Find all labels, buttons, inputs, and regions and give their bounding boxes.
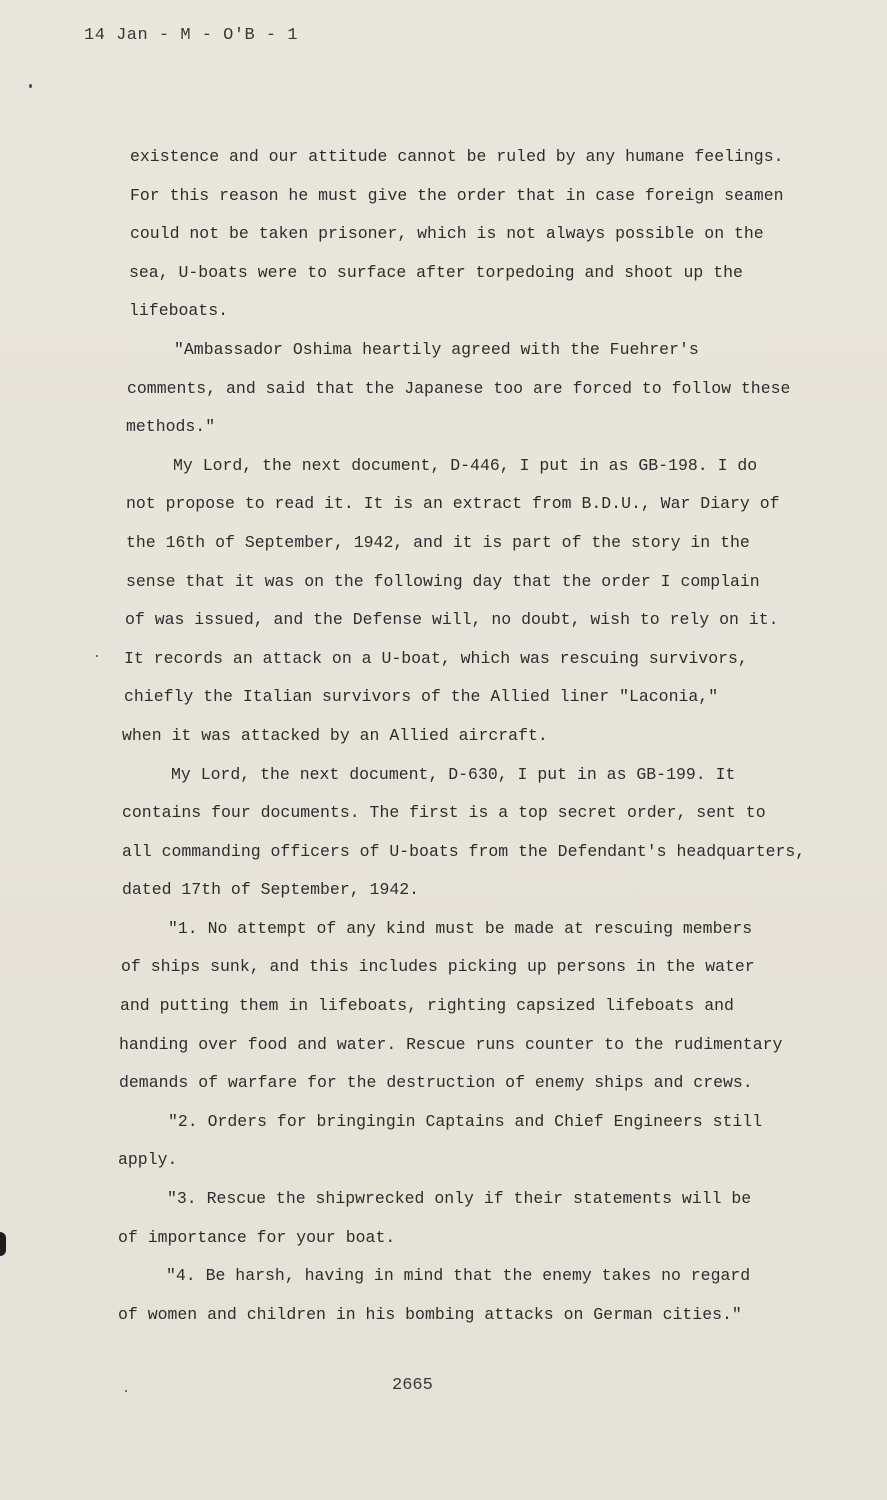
text-line: "3. Rescue the shipwrecked only if their statements will be [167, 1189, 752, 1209]
text-line: dated 17th of September, 1942. [122, 880, 420, 900]
text-line: of importance for your boat. [118, 1227, 396, 1247]
text-line: "Ambassador Oshima heartily agreed with the Fuehrer's [174, 339, 699, 359]
text-line: For this reason he must give the order that in case foreign seamen [130, 185, 784, 205]
text-line: and putting them in lifeboats, righting capsized lifeboats and [120, 996, 734, 1016]
text-line: chiefly the Italian survivors of the Allied liner "Laconia," [124, 687, 719, 707]
text-line: not propose to read it. It is an extract from B.D.U., War Diary of [126, 494, 780, 514]
text-line: of was issued, and the Defense will, no doubt, wish to rely on it. [125, 610, 779, 630]
text-line: of ships sunk, and this includes picking up persons in the water [121, 957, 755, 977]
text-line: of women and children in his bombing attacks on German cities." [118, 1304, 742, 1324]
text-line: "4. Be harsh, having in mind that the enemy takes no regard [166, 1266, 751, 1286]
text-line: sense that it was on the following day that the order I complain [126, 571, 760, 591]
text-line: "1. No attempt of any kind must be made at rescuing members [168, 918, 753, 938]
text-line: comments, and said that the Japanese too are forced to follow these [127, 378, 791, 398]
punch-hole-mark [0, 1232, 6, 1256]
text-line: handing over food and water. Rescue runs counter to the rudimentary [119, 1034, 783, 1054]
text-line: existence and our attitude cannot be ruled by any humane feelings. [130, 147, 784, 166]
text-line: apply. [118, 1150, 178, 1170]
text-line: methods." [126, 417, 216, 437]
text-line: sea, U-boats were to surface after torpedoing and shoot up the [129, 262, 743, 282]
text-line: the 16th of September, 1942, and it is part of the story in the [126, 532, 750, 552]
text-line: lifeboats. [129, 301, 229, 321]
text-line: contains four documents. The first is a top secret order, sent to [122, 803, 766, 823]
ink-speck [125, 1390, 127, 1392]
text-line: My Lord, the next document, D-446, I put in as GB-198. I do [173, 455, 758, 475]
text-line: all commanding officers of U-boats from the Defendant's headquarters, [122, 841, 806, 861]
page-number: 2665 [392, 1376, 433, 1395]
page-header: 14 Jan - M - O'B - 1 [84, 26, 299, 45]
text-line: when it was attacked by an Allied aircraft. [122, 725, 548, 745]
ink-speck [29, 84, 32, 88]
ink-speck [96, 655, 98, 657]
text-line: demands of warfare for the destruction of enemy ships and crews. [119, 1073, 753, 1093]
text-line: "2. Orders for bringingin Captains and Chief Engineers still [168, 1111, 763, 1131]
text-line: could not be taken prisoner, which is not always possible on the [130, 224, 764, 244]
text-line: It records an attack on a U-boat, which was rescuing survivors, [124, 648, 748, 668]
document-body [118, 138, 806, 1334]
text-line: My Lord, the next document, D-630, I put in as GB-199. It [171, 764, 736, 784]
